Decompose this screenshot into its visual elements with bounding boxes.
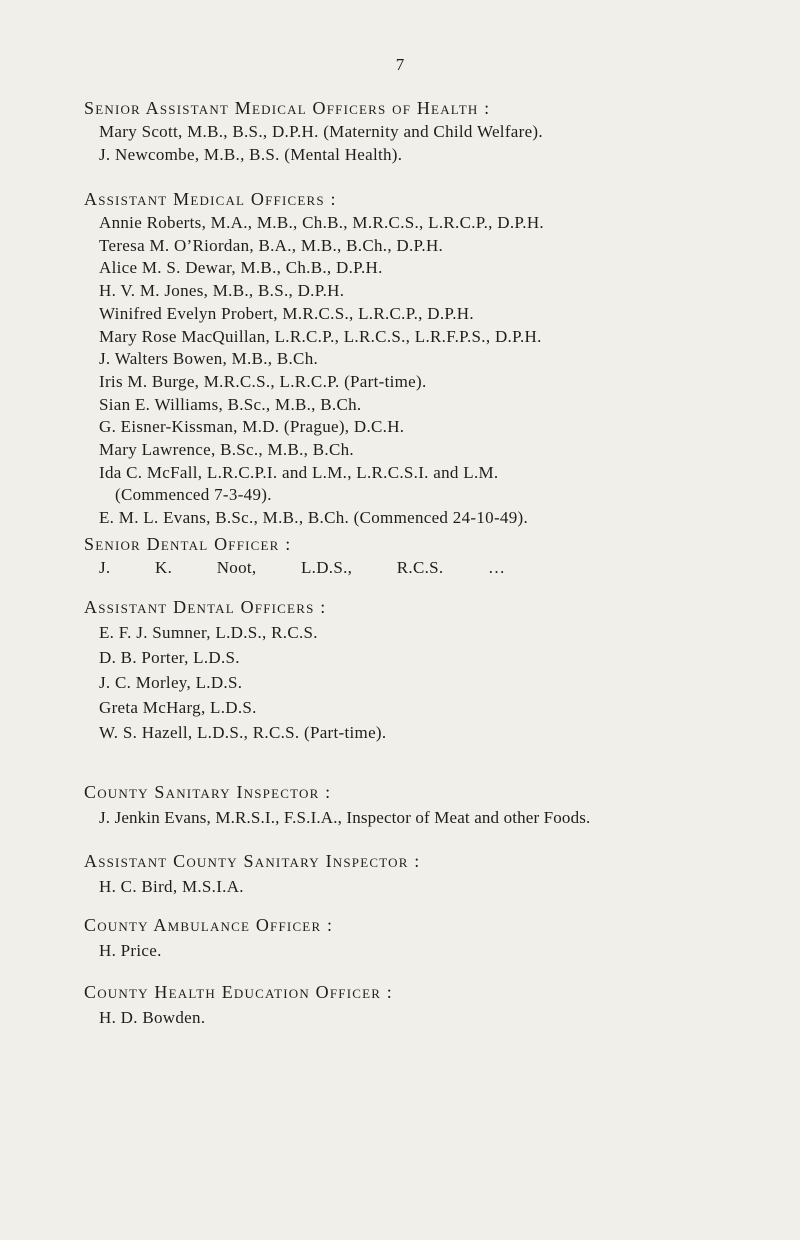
entry-list: [99, 805, 794, 830]
section-county-sanitary-inspector: [84, 779, 794, 830]
entry-line: J. Walters Bowen, M.B., B.Ch.: [99, 349, 319, 369]
section-assistant-medical-officers: [84, 186, 794, 530]
entry-line: E. M. L. Evans, B.Sc., M.B., B.Ch. (Commenced 24-10-49).: [99, 508, 529, 528]
section-heading: Assistant County Sanitary Inspector :: [84, 851, 421, 871]
section-assistant-county-sanitary-inspector: [84, 848, 794, 899]
entry-list: [99, 1005, 794, 1030]
entry-line: Iris M. Burge, M.R.C.S., L.R.C.P. (Part-time).: [99, 371, 427, 391]
entry-line: Sian E. Williams, B.Sc., M.B., B.Ch.: [99, 394, 362, 414]
section-heading: Assistant Dental Officers :: [84, 597, 327, 617]
section-county-health-education-officer: [84, 979, 794, 1030]
entry-line: J. Newcombe, M.B., B.S. (Mental Health).: [99, 144, 403, 164]
entry-line: Mary Lawrence, B.Sc., M.B., B.Ch.: [99, 440, 354, 460]
entry-line: G. Eisner-Kissman, M.D. (Prague), D.C.H.: [99, 417, 405, 437]
entry-line: Alice M. S. Dewar, M.B., Ch.B., D.P.H.: [99, 258, 383, 278]
entry-line: Mary Scott, M.B., B.S., D.P.H. (Maternity and Child Welfare).: [99, 122, 543, 141]
entry-line: H. C. Bird, M.S.I.A.: [99, 877, 244, 896]
section-senior-dental-officer: [84, 531, 794, 580]
entry-line: W. S. Hazell, L.D.S., R.C.S. (Part-time).: [99, 723, 387, 742]
entry-line: Greta McHarg, L.D.S.: [99, 698, 257, 717]
entry-line: H. V. M. Jones, M.B., B.S., D.P.H.: [99, 281, 345, 301]
entry-line: Winifred Evelyn Probert, M.R.C.S., L.R.C.P., D.P.H.: [99, 303, 474, 323]
section-senior-assistant-medical-officers: [84, 95, 794, 166]
section-heading: Assistant Medical Officers :: [84, 189, 337, 209]
section-heading: Senior Dental Officer :: [84, 534, 292, 554]
entry-list: [99, 557, 794, 580]
entry-list: [99, 874, 794, 899]
entry-line: J. Jenkin Evans, M.R.S.I., F.S.I.A., Inspector of Meat and other Foods.: [99, 808, 591, 827]
entry-line: D. B. Porter, L.D.S.: [99, 648, 240, 667]
section-heading: County Ambulance Officer :: [84, 915, 334, 935]
entry-list: [99, 620, 794, 745]
entry-list: [99, 121, 794, 166]
section-heading: County Health Education Officer :: [84, 982, 394, 1002]
entry-line: J. C. Morley, L.D.S.: [99, 673, 243, 692]
entry-line: Ida C. McFall, L.R.C.P.I. and L.M., L.R.C.S.I. and L.M.: [99, 462, 499, 482]
entry-line: Annie Roberts, M.A., M.B., Ch.B., M.R.C.S., L.R.C.P., D.P.H.: [99, 213, 544, 232]
entry-line: E. F. J. Sumner, L.D.S., R.C.S.: [99, 623, 318, 642]
entry-line: Teresa M. O’Riordan, B.A., M.B., B.Ch., D.P.H.: [99, 235, 444, 255]
entry-line: H. Price.: [99, 941, 162, 960]
entry-list: [99, 212, 794, 530]
entry-line: Mary Rose MacQuillan, L.R.C.P., L.R.C.S., L.R.F.P.S., D.P.H.: [99, 326, 542, 346]
entry-line: H. D. Bowden.: [99, 1008, 206, 1027]
entry-line: (Commenced 7-3-49).: [115, 485, 272, 505]
section-heading: Senior Assistant Medical Officers of Health :: [84, 98, 491, 118]
section-county-ambulance-officer: [84, 912, 794, 963]
section-assistant-dental-officers: [84, 594, 794, 745]
section-heading: County Sanitary Inspector :: [84, 782, 332, 802]
page-number: 7: [395, 55, 405, 74]
entry-line: J. K. Noot, L.D.S., R.C.S. …: [99, 558, 506, 577]
entry-list: [99, 938, 794, 963]
